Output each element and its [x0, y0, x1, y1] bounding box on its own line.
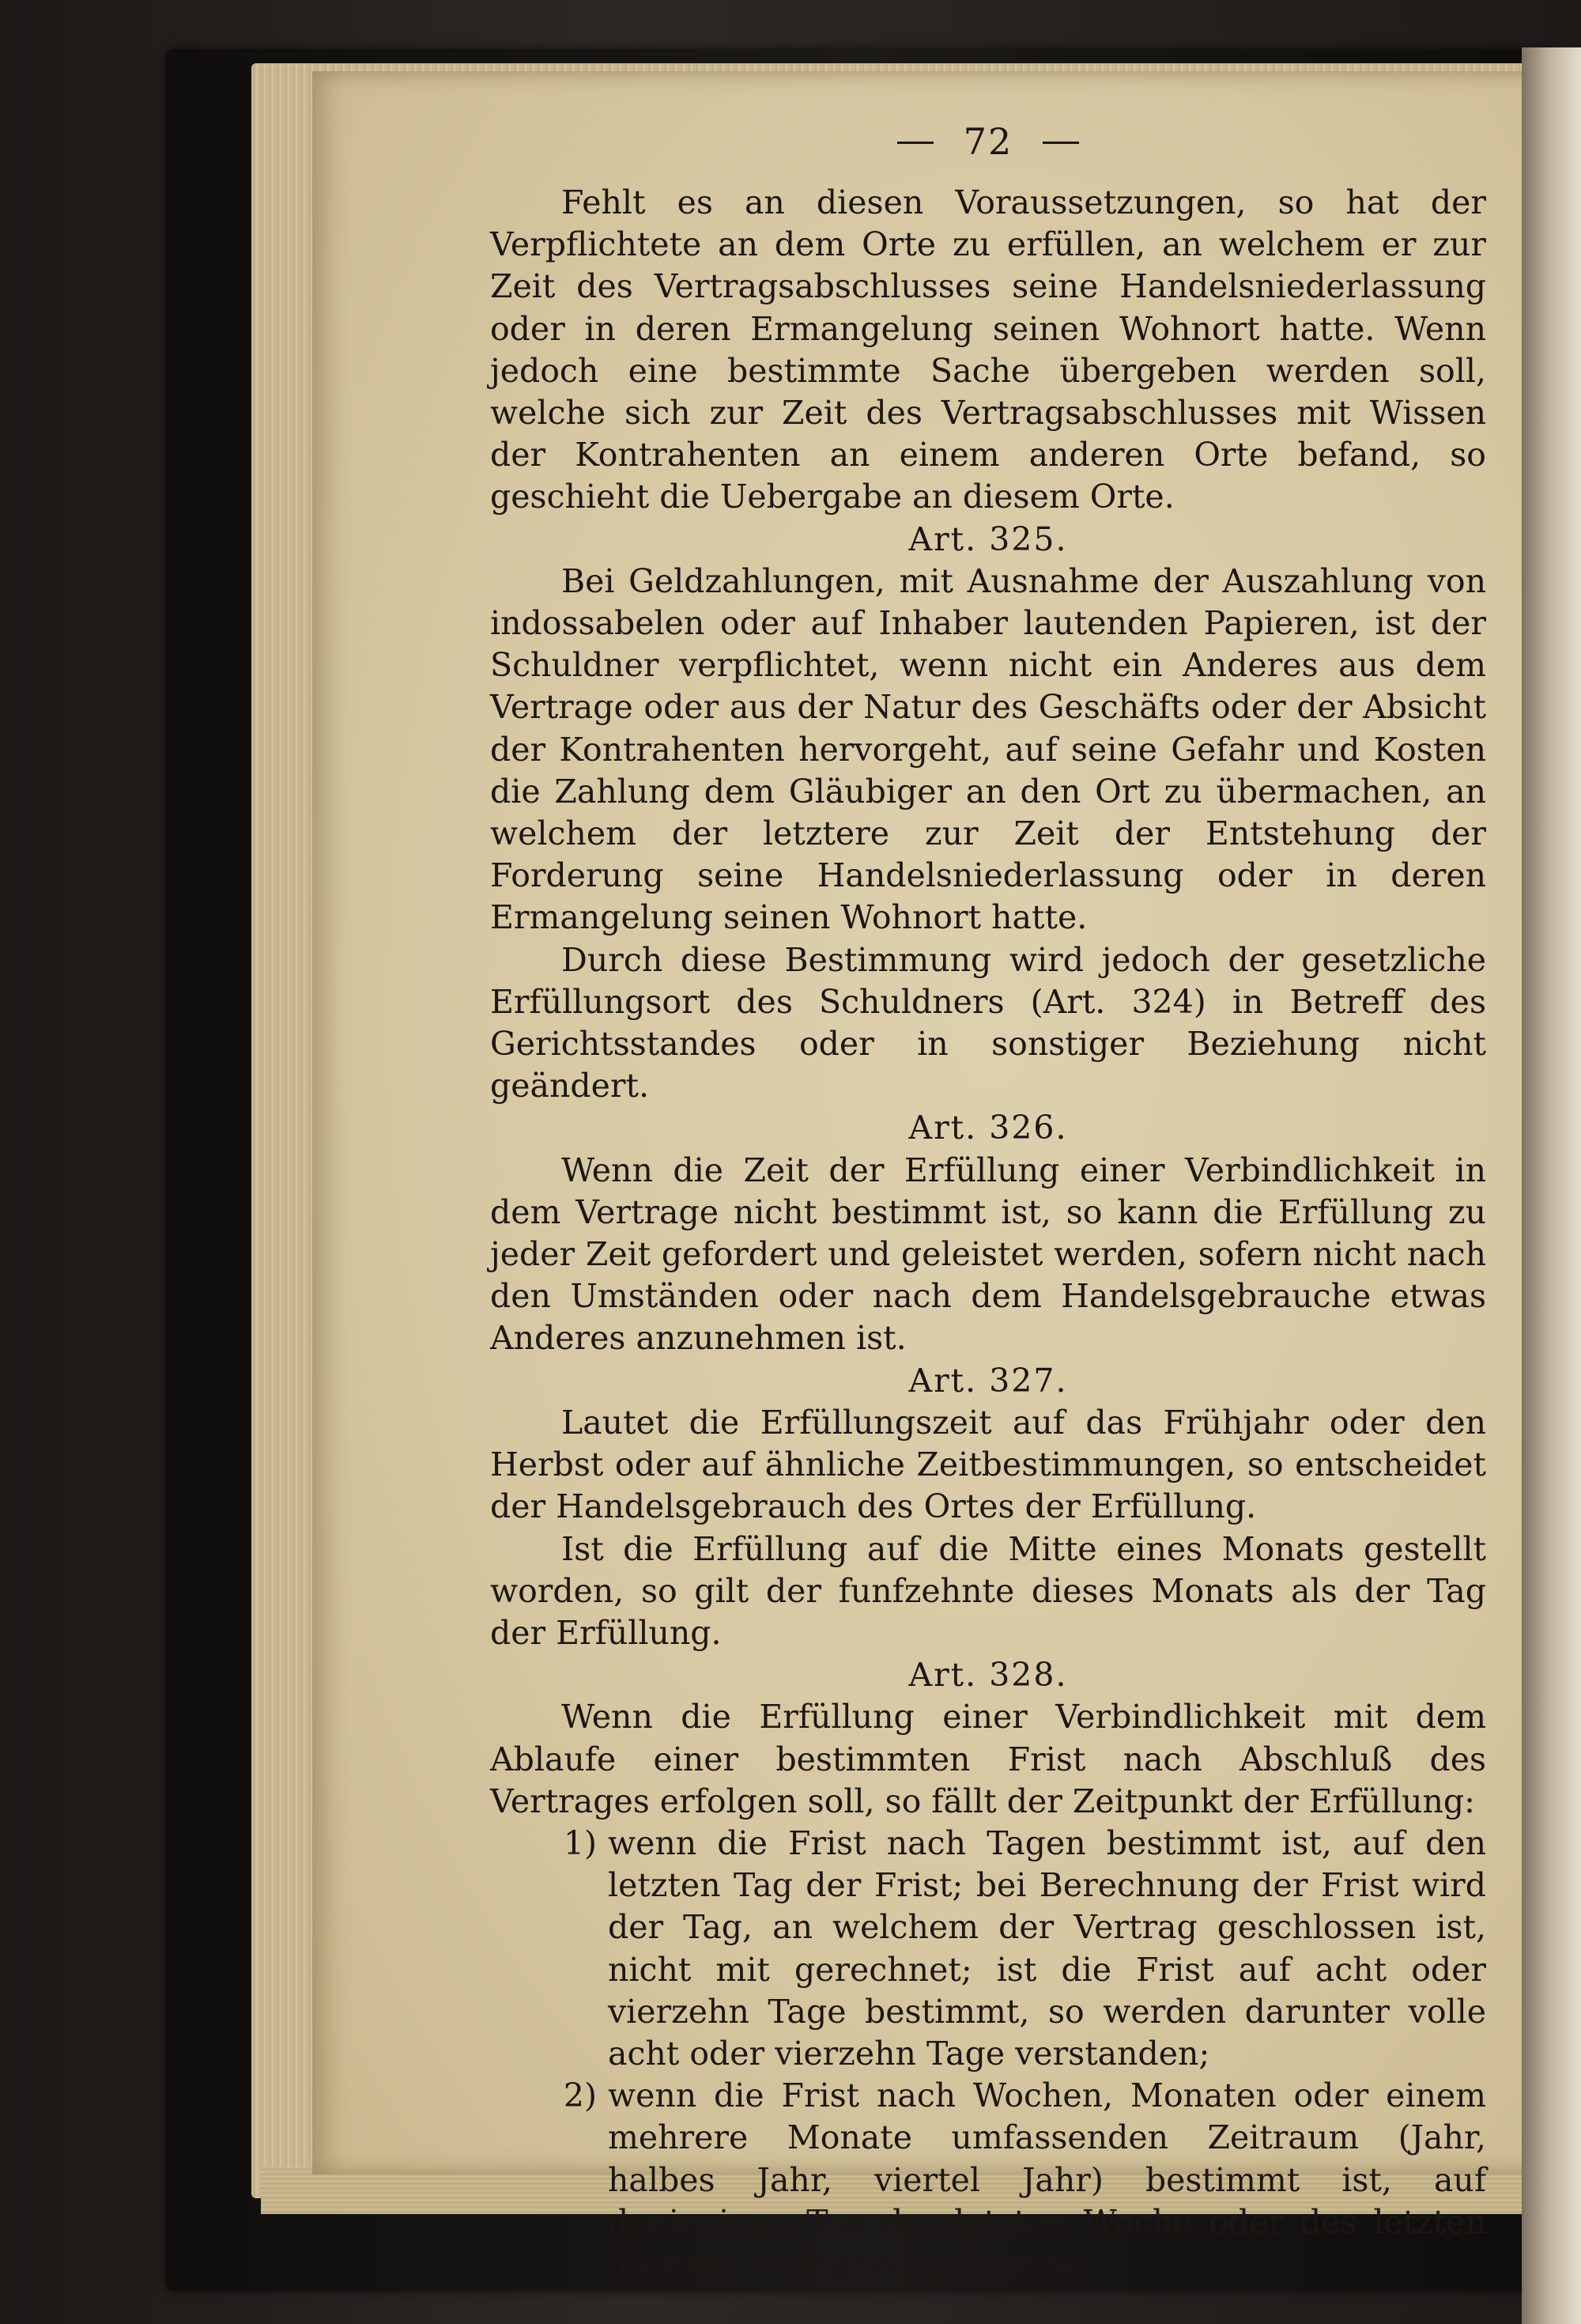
list-item	[490, 1823, 1486, 2075]
list-number: 2)	[563, 2076, 597, 2115]
page-number	[490, 111, 1486, 174]
page-number-value: 72	[963, 120, 1013, 164]
list-text: wenn die Frist nach Wochen, Monaten oder einem mehrere Monate umfassenden Zeitraum (Jahr, halbes Jahr, viertel Jahr) bestimmt ist, auf denjenigen Tag der letzten Woche oder des letzten Monats, welcher durch seine	[608, 2076, 1486, 2283]
paragraph: Wenn die Erfüllung einer Verbindlichkeit mit dem Ablaufe einer bestimmten Frist nach Abschluß des Vertrages erfolgen soll, so fällt der Zeitpunkt der Erfüllung:	[490, 1698, 1486, 1820]
right-margin-shadow	[1522, 47, 1581, 2324]
article-heading: Art. 325.	[908, 520, 1068, 558]
paragraph: Bei Geldzahlungen, mit Ausnahme der Auszahlung von indossabelen oder auf Inhaber lautenden Papieren, ist der Schuldner verpflichtet, wenn nicht ein Anderes aus dem Vertrage oder aus der Natur des Geschäfts oder der Absicht der Kontrahenten hervorgeht, auf seine Gefahr und Kosten die Zahlung dem Gläubiger an den Ort zu übermachen, an welchem der letztere zur Zeit der Entstehung der Forderung seine Handelsniederlassung oder in deren Ermangelung seinen Wohnort hatte.	[490, 561, 1486, 937]
paragraph: Fehlt es an diesen Voraussetzungen, so hat der Verpflichtete an dem Orte zu erfüllen, an welchem er zur Zeit des Vertragsabschlusses seine Handelsniederlassung oder in deren Ermangelung seinen Wohnort hatte. Wenn jedoch eine bestimmte Sache übergeben werden soll, welche sich zur Zeit des Vertragsabschlusses mit Wissen der Kontrahenten an einem anderen Orte befand, so geschieht die Uebergabe an diesem Orte.	[490, 183, 1486, 516]
page-text	[490, 111, 1486, 2285]
article-heading: Art. 326.	[908, 1109, 1068, 1147]
page-number-dash-right	[1043, 142, 1079, 144]
article-heading: Art. 328.	[908, 1656, 1068, 1695]
list-text: wenn die Frist nach Tagen bestimmt ist, auf den letzten Tag der Frist; bei Berechnung der Frist wird der Tag, an welchem der Vertrag geschlossen ist, nicht mit gerechnet; ist die Frist auf acht oder vierzehn Tage bestimmt, so werden darunter volle acht oder vierzehn Tage verstanden;	[608, 1823, 1486, 2073]
paragraph: Lautet die Erfüllungszeit auf das Frühjahr oder den Herbst oder auf ähnliche Zeitbestimmungen, so entscheidet der Handelsgebrauch des Ortes der Erfüllung.	[490, 1403, 1486, 1526]
list-item	[490, 2075, 1486, 2285]
paragraph: Ist die Erfüllung auf die Mitte eines Monats gestellt worden, so gilt der funfzehnte dieses Monats als der Tag der Erfüllung.	[490, 1529, 1486, 1652]
paragraph: Wenn die Zeit der Erfüllung einer Verbindlichkeit in dem Vertrage nicht bestimmt ist, so kann die Erfüllung zu jeder Zeit gefordert und geleistet werden, sofern nicht nach den Umständen oder nach dem Handelsgebrauche etwas Anderes anzunehmen ist.	[490, 1151, 1486, 1358]
article-heading: Art. 327.	[908, 1361, 1068, 1400]
paragraph: Durch diese Bestimmung wird jedoch der gesetzliche Erfüllungsort des Schuldners (Art. 324) in Betreff des Gerichtsstandes oder in sonstiger Beziehung nicht geändert.	[490, 940, 1486, 1105]
list-number: 1)	[563, 1823, 597, 1862]
page-number-dash-left	[897, 142, 934, 144]
